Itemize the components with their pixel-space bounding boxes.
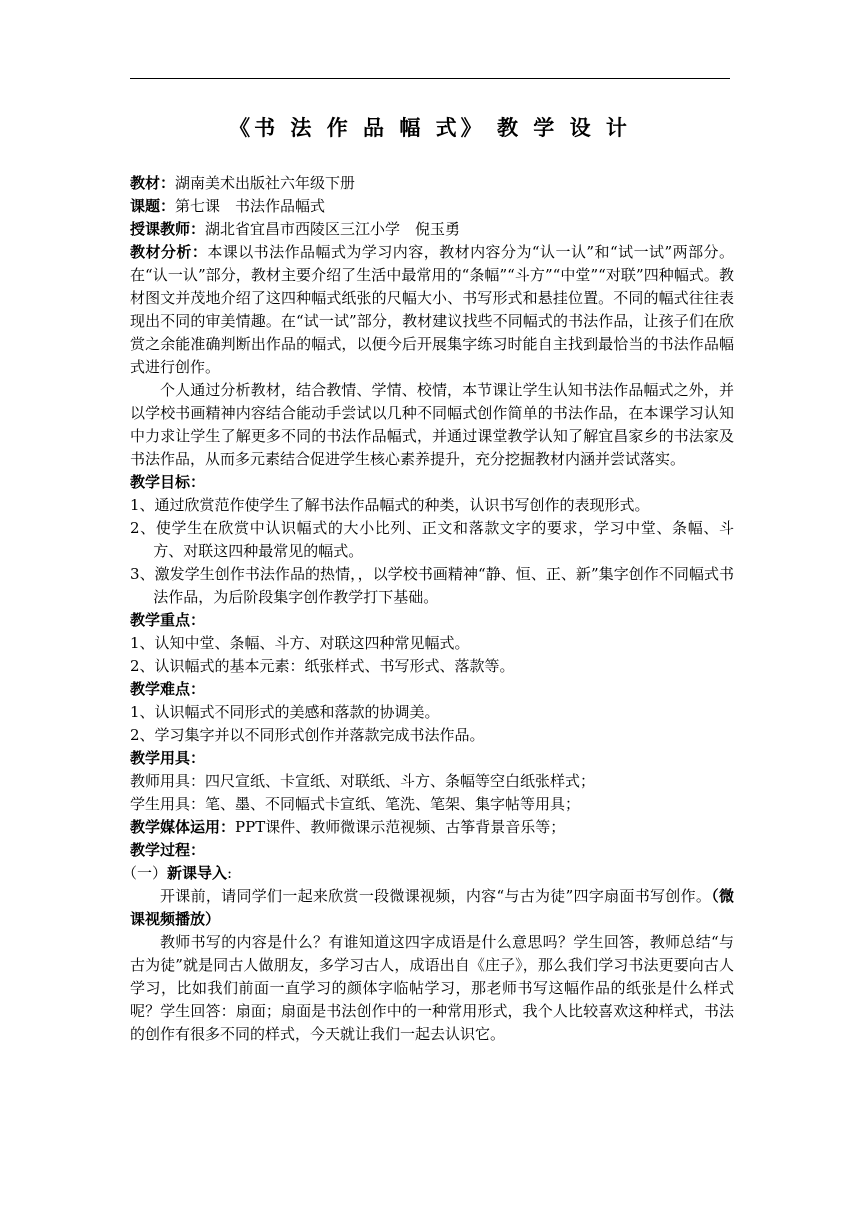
teacher-value: 湖北省宜昌市西陵区三江小学 倪玉勇 <box>205 220 461 238</box>
section-1-colon: : <box>227 864 233 882</box>
goal-item-2: 2、使学生在欣赏中认识幅式的大小比列、正文和落款文字的要求，学习中堂、条幅、斗方、对联这四种最常见的幅式。 <box>130 519 734 560</box>
section-1-title: 新课导入 <box>167 864 228 882</box>
difficulties-heading: 教学难点： <box>130 680 206 698</box>
key-point-item-1: 1、认知中堂、条幅、斗方、对联这四种常见幅式。 <box>130 634 470 652</box>
process-text-1: 开课前，请同学们一起来欣赏一段微课视频，内容“与古为徒”四字扇面书写创作。 <box>160 887 712 905</box>
teacher-label: 授课教师 <box>130 220 191 238</box>
goal-item-3: 3、激发学生创作书法作品的热情，，以学校书画精神“静、恒、正、新”集字创作不同幅式书法作品，为后阶段集字创作教学打下基础。 <box>130 565 734 606</box>
difficulty-item-1: 1、认识幅式不同形式的美感和落款的协调美。 <box>130 703 440 721</box>
teacher-line: 授课教师：湖北省宜昌市西陵区三江小学 倪玉勇 <box>130 220 461 238</box>
analysis-label: 教材分析 <box>130 243 192 261</box>
topic-line: 课题：第七课 书法作品幅式 <box>130 197 326 215</box>
top-rule <box>130 78 730 79</box>
document-body <box>122 172 734 1046</box>
textbook-value: 湖南美术出版社六年级下册 <box>175 174 356 192</box>
section-1-heading <box>122 862 734 885</box>
process-heading: 教学过程： <box>130 841 206 859</box>
media-line: 教学媒体运用：PPT课件、教师微课示范视频、古筝背景音乐等； <box>130 818 566 836</box>
media-label: 教学媒体运用 <box>130 818 221 836</box>
goals-heading: 教学目标： <box>130 473 206 491</box>
media-value: PPT课件、教师微课示范视频、古筝背景音乐等； <box>235 818 566 836</box>
page-title: 《书 法 作 品 幅 式》 教 学 设 计 <box>229 116 631 140</box>
key-point-item-2: 2、认识幅式的基本元素：纸张样式、书写形式、落款等。 <box>130 657 515 675</box>
analysis-text-1: 本课以书法作品幅式为学习内容，教材内容分为“认一认”和“试一试”两部分。在“认一认”部分，教材主要介绍了生活中最常用的“条幅”“斗方”“中堂”“对联”四种幅式。教材图文并茂地介绍了这四种幅式纸张的尺幅大小、书写形式和悬挂位置。不同的幅式往往表现出不同的审美情趣。在“试一试”部分，教材建议找些不同幅式的书法作品，让孩子们在欣赏之余能准确判断出作品的幅式，以便今后开展集字练习时能自主找到最恰当的书法作品幅式进行创作。 <box>130 243 734 376</box>
analysis-paragraph-1: 教材分析：本课以书法作品幅式为学习内容，教材内容分为“认一认”和“试一试”两部分。在“认一认”部分，教材主要介绍了生活中最常用的“条幅”“斗方”“中堂”“对联”四种幅式。教材图文并茂地介绍了这四种幅式纸张的尺幅大小、书写形式和悬挂位置。不同的幅式往往表现出不同的审美情趣。在“试一试”部分，教材建议找些不同幅式的书法作品，让孩子们在欣赏之余能准确判断出作品的幅式，以便今后开展集字练习时能自主找到最恰当的书法作品幅式进行创作。 <box>130 243 734 376</box>
teacher-tools: 教师用具：四尺宣纸、卡宣纸、对联纸、斗方、条幅等空白纸张样式； <box>130 772 596 790</box>
textbook-label: 教材 <box>130 174 161 192</box>
topic-value: 第七课 书法作品幅式 <box>175 197 326 215</box>
process-paragraph-2: 教师书写的内容是什么？有谁知道这四字成语是什么意思吗？学生回答，教师总结“与古为徒”就是同古人做朋友，多学习古人，成语出自《庄子》，那么我们学习书法更要向古人学习，比如我们前面一直学习的颜体字临帖学习，那老师书写这幅作品的纸张是什么样式呢？学生回答：扇面；扇面是书法创作中的一种常用形式，我个人比较喜欢这种样式，书法的创作有很多不同的样式，今天就让我们一起去认识它。 <box>130 933 734 1043</box>
process-paragraph-1 <box>130 885 734 931</box>
student-tools: 学生用具：笔、墨、不同幅式卡宣纸、笔洗、笔架、集字帖等用具； <box>130 795 581 813</box>
difficulty-item-2: 2、学习集字并以不同形式创作并落款完成书法作品。 <box>130 726 485 744</box>
analysis-paragraph-2: 个人通过分析教材，结合教情、学情、校情，本节课让学生认知书法作品幅式之外，并以学校书画精神内容结合能动手尝试以几种不同幅式创作简单的书法作品，在本课学习认知中力求让学生了解更多不同的书法作品幅式，并通过课堂教学认知了解宜昌家乡的书法家及书法作品，从而多元素结合促进学生核心素养提升，充分挖掘教材内涵并尝试落实。 <box>130 381 734 468</box>
goal-item-1: 1、通过欣赏范作使学生了解书法作品幅式的种类，认识书写创作的表现形式。 <box>130 496 650 514</box>
tools-heading: 教学用具： <box>130 749 206 767</box>
video-note: （微课视频播放） <box>130 887 734 928</box>
section-1-number: （一） <box>122 864 168 882</box>
topic-label: 课题 <box>130 197 161 215</box>
textbook-line: 教材：湖南美术出版社六年级下册 <box>130 174 356 192</box>
key-points-heading: 教学重点： <box>130 611 206 629</box>
